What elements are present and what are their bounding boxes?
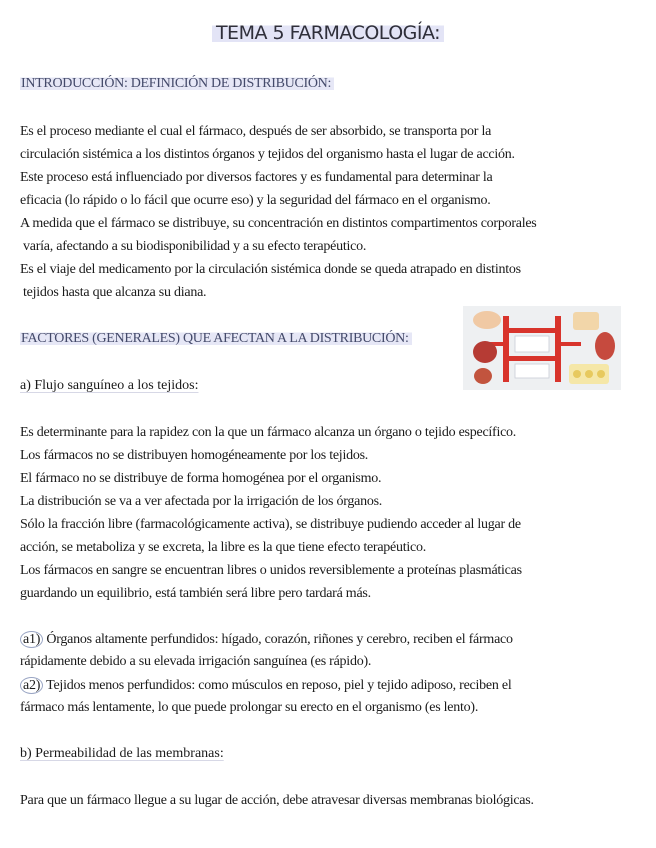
a-line-5: Sólo la fracción libre (farmacológicamente activa), se distribuye pudiendo acceder al lugar de — [20, 517, 521, 532]
intro-line-7: Es el viaje del medicamento por la circulación sistémica donde se queda atrapado en distintos — [20, 262, 521, 277]
intro-line-4: eficacia (lo rápido o lo fácil que ocurre eso) y la seguridad del fármaco en el organismo. — [20, 193, 491, 208]
intro-line-6: varía, afectando a su biodisponibilidad y a su efecto terapéutico. — [23, 239, 367, 254]
subsection-a-title: a) Flujo sanguíneo a los tejidos: — [20, 378, 199, 393]
intro-line-1: Es el proceso mediante el cual el fármaco, después de ser absorbido, se transporta por la — [20, 124, 492, 139]
intro-line-5: A medida que el fármaco se distribuye, su concentración en distintos compartimentos corporales — [20, 216, 537, 231]
circulation-diagram-image — [463, 306, 621, 390]
subsection-b-title: b) Permeabilidad de las membranas: — [20, 746, 224, 761]
a-line-6: acción, se metaboliza y se excreta, la libre es la que tiene efecto terapéutico. — [20, 540, 427, 555]
a2-line-2: fármaco más lentamente, lo que puede prolongar su erecto en el organismo (es lento). — [20, 700, 479, 715]
a-line-4: La distribución se va a ver afectada por la irrigación de los órganos. — [20, 494, 383, 509]
page-title: TEMA 5 FARMACOLOGÍA: — [0, 22, 656, 44]
b-line-1: Para que un fármaco llegue a su lugar de acción, debe atravesar diversas membranas biológicas. — [20, 793, 534, 808]
a1-line-1 — [20, 631, 513, 648]
a-line-2: Los fármacos no se distribuyen homogéneamente por los tejidos. — [20, 448, 369, 463]
intro-heading: INTRODUCCIÓN: DEFINICIÓN DE DISTRIBUCIÓN: — [20, 76, 334, 92]
a2-line-1 — [20, 677, 511, 694]
a1-marker: a1) — [20, 631, 43, 648]
factors-heading: FACTORES (GENERALES) QUE AFECTAN A LA DISTRIBUCIÓN: — [20, 331, 412, 347]
circulation-diagram-svg — [463, 306, 621, 390]
a1-line-2: rápidamente debido a su elevada irrigación sanguínea (es rápido). — [20, 654, 372, 669]
a2-text: Tejidos menos perfundidos: como músculos en reposo, piel y tejido adiposo, reciben el — [46, 678, 512, 693]
intro-line-3: Este proceso está influenciado por diversos factores y es fundamental para determinar la — [20, 170, 493, 185]
a2-marker: a2) — [20, 677, 43, 694]
a-line-3: El fármaco no se distribuye de forma homogénea por el organismo. — [20, 471, 382, 486]
intro-line-2: circulación sistémica a los distintos órganos y tejidos del organismo hasta el lugar de acción. — [20, 147, 515, 162]
a-line-7: Los fármacos en sangre se encuentran libres o unidos reversiblemente a proteínas plasmáticas — [20, 563, 522, 578]
a1-text: Órganos altamente perfundidos: hígado, corazón, riñones y cerebro, reciben el fármaco — [46, 632, 513, 647]
a-line-8: guardando un equilibrio, está también será libre pero tardará más. — [20, 586, 371, 601]
intro-line-8: tejidos hasta que alcanza su diana. — [23, 285, 207, 300]
a-line-1: Es determinante para la rapidez con la que un fármaco alcanza un órgano o tejido específico. — [20, 425, 517, 440]
